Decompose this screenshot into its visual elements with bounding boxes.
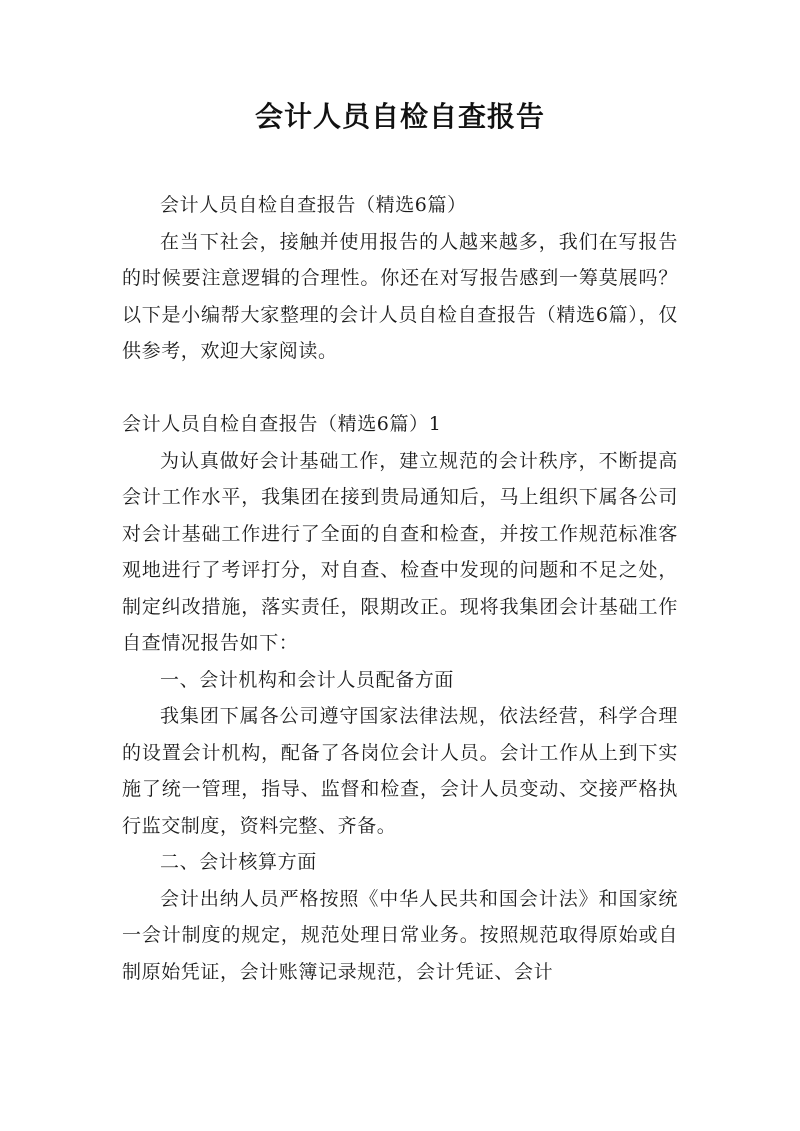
paragraph-subtitle: 会计人员自检自查报告（精选6篇） — [160, 194, 467, 216]
paragraph-organization: 我集团下属各公司遵守国家法律法规，依法经营，科学合理的设置会计机构，配备了各岗位会计人员。会计工作从上到下实施了统一管理，指导、监督和检查，会计人员变动、交接严格执行监交制度，资料完整、齐备。 — [122, 705, 678, 837]
paragraph-accounting: 会计出纳人员严格按照《中华人民共和国会计法》和国家统一会计制度的规定，规范处理日常业务。按照规范取得原始或自制原始凭证，会计账簿记录规范，会计凭证、会计 — [122, 887, 678, 983]
document-body — [122, 187, 678, 990]
subheading-organization: 一、会计机构和会计人员配备方面 — [160, 668, 455, 691]
subheading-accounting: 二、会计核算方面 — [160, 851, 317, 873]
paragraph-overview: 为认真做好会计基础工作，建立规范的会计秩序，不断提高会计工作水平，我集团在接到贵局通知后，马上组织下属各公司对会计基础工作进行了全面的自查和检查，并按工作规范标准客观地进行了考评打分，对自查、检查中发现的问题和不足之处，制定纠改措施，落实责任，限期改正。现将我集团会计基础工作自查情况报告如下： — [122, 449, 678, 654]
document-title: 会计人员自检自查报告 — [254, 100, 545, 133]
section-heading: 会计人员自检自查报告（精选6篇）1 — [122, 413, 442, 435]
blank-line — [122, 370, 678, 407]
paragraph-intro: 在当下社会，接触并使用报告的人越来越多，我们在写报告的时候要注意逻辑的合理性。你还在对写报告感到一筹莫展吗？以下是小编帮大家整理的会计人员自检自查报告（精选6篇），仅供参考，欢迎大家阅读。 — [122, 230, 678, 362]
